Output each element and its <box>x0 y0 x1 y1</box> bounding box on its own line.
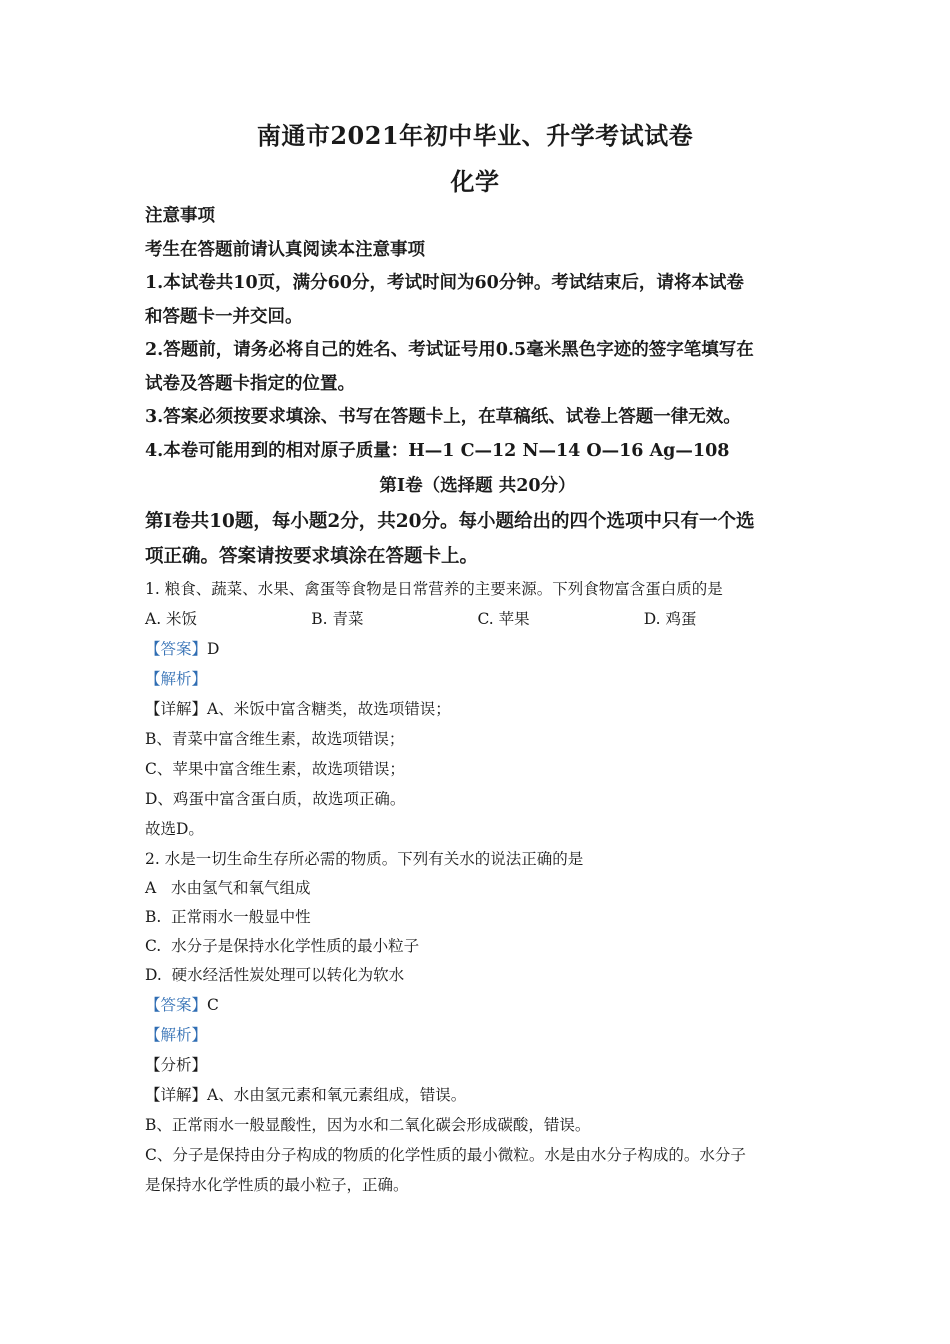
notice-item: 试卷及答题卡指定的位置。 <box>145 373 355 394</box>
option-d: D. 鸡蛋 <box>643 610 697 628</box>
answer-value: C <box>207 996 219 1014</box>
detail-line: A、水由氢元素和氧元素组成，错误。 <box>207 1086 467 1104</box>
option-a: A. 米饭 <box>145 610 198 628</box>
question-1-stem: 1. 粮食、蔬菜、水果、禽蛋等食物是日常营养的主要来源。下列食物富含蛋白质的是 <box>145 580 723 598</box>
detail-line: A、米饭中富含糖类，故选项错误； <box>207 700 451 718</box>
notice-item: 和答题卡一并交回。 <box>145 306 303 327</box>
detail-tag: 【详解】 <box>145 700 208 718</box>
detail-line: 故选D。 <box>145 820 204 838</box>
page-content <box>145 200 810 1200</box>
notice-item: 3.答案必须按要求填涂、书写在答题卡上，在草稿纸、试卷上答题一律无效。 <box>145 407 741 427</box>
notice-item: 4.本卷可能用到的相对原子质量：H—1 C—12 N—14 O—16 Ag—108 <box>145 440 730 461</box>
subject-title: 化学 <box>450 167 500 196</box>
detail-line: B、正常雨水一般显酸性，因为水和二氧化碳会形成碳酸，错误。 <box>145 1116 591 1134</box>
notice-heading: 注意事项 <box>145 206 215 226</box>
detail-line: B、青菜中富含维生素，故选项错误； <box>145 730 405 748</box>
question-1-options <box>145 604 810 634</box>
question-2-stem: 2. 水是一切生命生存所必需的物质。下列有关水的说法正确的是 <box>145 850 584 868</box>
detail-line: D、鸡蛋中富含蛋白质，故选项正确。 <box>145 790 406 808</box>
question-1-analysis-tag: 【解析】 <box>145 670 208 688</box>
option-a: A 水由氢气和氧气组成 <box>145 879 311 897</box>
option-c: C. 苹果 <box>477 610 530 628</box>
detail-line: 是保持水化学性质的最小粒子，正确。 <box>145 1176 409 1194</box>
answer-value: D <box>207 640 220 658</box>
section-intro-line: 第Ⅰ卷共10题，每小题2分，共20分。每小题给出的四个选项中只有一个选 <box>145 511 755 532</box>
question-2-analysis-tag: 【解析】 <box>145 1026 208 1044</box>
option-c: C. 水分子是保持水化学性质的最小粒子 <box>145 937 420 955</box>
detail-tag: 【详解】 <box>145 1086 208 1104</box>
option-b: B. 正常雨水一般显中性 <box>145 908 311 926</box>
option-d: D. 硬水经活性炭处理可以转化为软水 <box>145 966 405 984</box>
detail-line: C、苹果中富含维生素，故选项错误； <box>145 760 405 778</box>
question-1-answer <box>145 634 810 664</box>
detail-line: C、分子是保持由分子构成的物质的化学性质的最小微粒。水是由水分子构成的。水分子 <box>145 1146 746 1164</box>
exam-title: 南通市2021年初中毕业、升学考试试卷 <box>256 121 694 150</box>
answer-tag: 【答案】 <box>145 996 208 1014</box>
question-2-analysis2-tag: 【分析】 <box>145 1056 208 1074</box>
question-1-detail <box>145 694 810 724</box>
notice-item: 2.答题前，请务必将自己的姓名、考试证号用0.5毫米黑色字迹的签字笔填写在 <box>145 340 754 360</box>
question-2-answer <box>145 990 810 1020</box>
question-2-detail <box>145 1080 810 1110</box>
section-intro-line: 项正确。答案请按要求填涂在答题卡上。 <box>145 546 479 567</box>
answer-tag: 【答案】 <box>145 640 208 658</box>
notice-item: 1.本试卷共10页，满分60分，考试时间为60分钟。考试结束后，请将本试卷 <box>145 273 744 293</box>
section-title: 第Ⅰ卷（选择题 共20分） <box>379 476 576 496</box>
notice-intro: 考生在答题前请认真阅读本注意事项 <box>145 239 425 260</box>
option-b: B. 青菜 <box>311 610 364 628</box>
